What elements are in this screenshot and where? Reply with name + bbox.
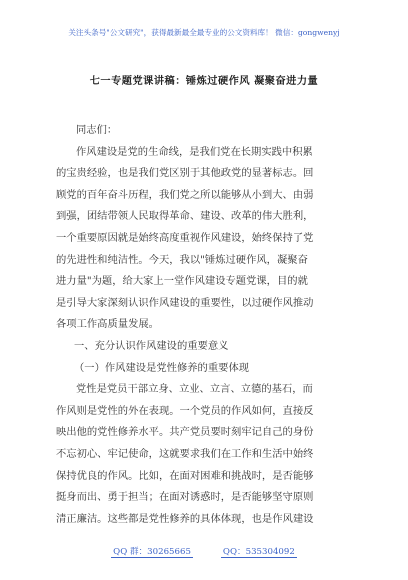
qq-group-link[interactable]: QQ 群：30265665: [113, 547, 191, 557]
paragraph-line: 保持优良的作风。比如，在面对困难和挑战时，是否能够: [56, 469, 314, 482]
paragraph-line: 各项工作高质量发展。: [56, 318, 159, 331]
paragraph-line: 不忘初心、牢记使命，这就要求我们在工作和生活中始终: [56, 447, 314, 460]
paragraph-line: 映出他的党性修养水平。共产党员要时刻牢记自己的身份: [56, 426, 314, 439]
subsection-heading: （一）作风建设是党性修养的重要体现: [74, 361, 250, 374]
paragraph-line: 一个重要原因就是始终高度重视作风建设，始终保持了党: [56, 231, 314, 244]
paragraph-line: 进力量"为题，给大家上一堂作风建设专题党课，目的就: [56, 275, 308, 288]
paragraph-line: 顾党的百年奋斗历程，我们党之所以能够从小到大、由弱: [56, 188, 314, 201]
paragraph-line: 是引导大家深刻认识作风建设的重要性，以过硬作风推动: [56, 296, 314, 309]
paragraph-line: 作风建设是党的生命线，是我们党在长期实践中积累: [76, 145, 313, 158]
paragraph-line: 的先进性和纯洁性。今天，我以"锤炼过硬作风，凝聚奋: [56, 253, 308, 266]
paragraph-line: 的宝贵经验，也是我们党区别于其他政党的显著标志。回: [56, 167, 314, 180]
qq-link[interactable]: QQ：535304092: [222, 547, 295, 557]
paragraph-1: [56, 142, 364, 336]
footer: [0, 545, 408, 558]
paragraph-line: 党性是党员干部立身、立业、立言、立德的基石，而: [76, 383, 313, 396]
paragraph-2: [56, 379, 364, 530]
section-heading: 一、充分认识作风建设的重要意义: [74, 339, 229, 352]
paragraph-line: 挺身而出、勇于担当；在面对诱惑时，是否能够坚守原则: [56, 491, 314, 504]
paragraph-line: 清正廉洁。这些都是党性修养的具体体现，也是作风建设: [56, 512, 314, 525]
document-title: 七一专题党课讲稿：锤炼过硬作风 凝聚奋进力量: [89, 75, 319, 87]
paragraph-line: 作风则是党性的外在表现。一个党员的作风如何，直接反: [56, 404, 314, 417]
paragraph-line: 到强，团结带领人民取得革命、建设、改革的伟大胜利，: [56, 210, 314, 223]
salutation: 同志们：: [76, 124, 118, 136]
document-body: [56, 120, 364, 530]
header-note: 关注头条号"公文研究"，获得最新最全最专业的公文资料库！ 微信：gongwenyj: [68, 28, 340, 37]
